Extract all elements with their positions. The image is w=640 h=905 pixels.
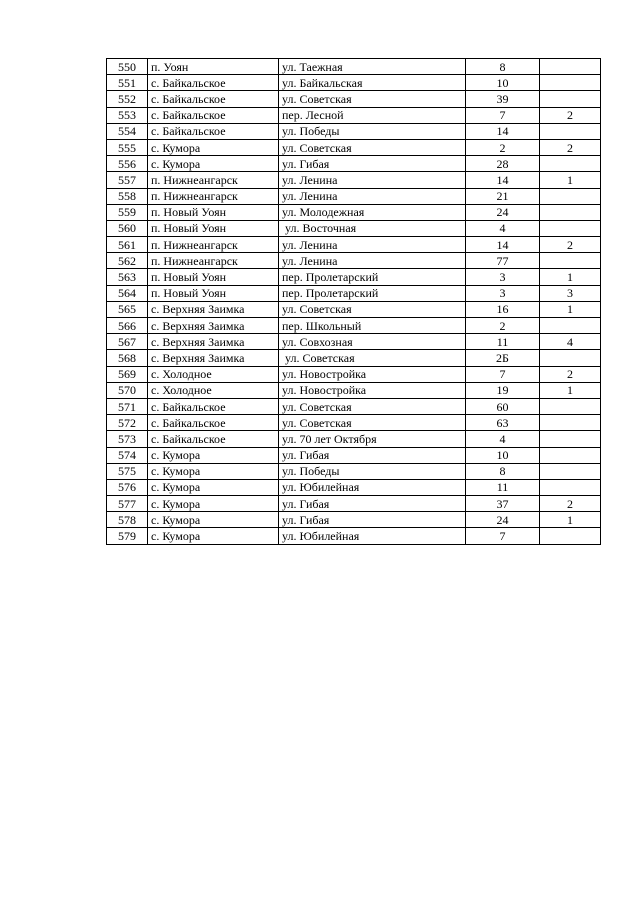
extra-number-cell	[540, 91, 601, 107]
row-number-cell: 550	[107, 59, 148, 75]
extra-number-cell	[540, 156, 601, 172]
house-number-cell: 2Б	[466, 350, 540, 366]
house-number-cell: 39	[466, 91, 540, 107]
street-cell: пер. Пролетарский	[279, 285, 466, 301]
row-number-cell: 575	[107, 463, 148, 479]
row-number-cell: 555	[107, 139, 148, 155]
house-number-cell: 3	[466, 269, 540, 285]
extra-number-cell: 3	[540, 285, 601, 301]
locality-cell: с. Холодное	[148, 366, 279, 382]
extra-number-cell	[540, 75, 601, 91]
table-row	[107, 188, 601, 204]
extra-number-cell	[540, 123, 601, 139]
row-number-cell: 577	[107, 496, 148, 512]
house-number-cell: 24	[466, 204, 540, 220]
street-cell: ул. Победы	[279, 123, 466, 139]
locality-cell: с. Байкальское	[148, 107, 279, 123]
extra-number-cell	[540, 415, 601, 431]
house-number-cell: 77	[466, 253, 540, 269]
house-number-cell: 4	[466, 431, 540, 447]
table-row	[107, 479, 601, 495]
street-cell: пер. Пролетарский	[279, 269, 466, 285]
locality-cell: с. Верхняя Заимка	[148, 334, 279, 350]
row-number-cell: 551	[107, 75, 148, 91]
extra-number-cell: 1	[540, 269, 601, 285]
street-cell: ул. Советская	[279, 301, 466, 317]
extra-number-cell	[540, 398, 601, 414]
house-number-cell: 16	[466, 301, 540, 317]
locality-cell: п. Нижнеангарск	[148, 172, 279, 188]
row-number-cell: 558	[107, 188, 148, 204]
locality-cell: с. Кумора	[148, 496, 279, 512]
table-row	[107, 172, 601, 188]
house-number-cell: 14	[466, 172, 540, 188]
table-row	[107, 204, 601, 220]
extra-number-cell	[540, 431, 601, 447]
extra-number-cell	[540, 59, 601, 75]
table-row	[107, 59, 601, 75]
street-cell: ул. Ленина	[279, 253, 466, 269]
row-number-cell: 552	[107, 91, 148, 107]
house-number-cell: 37	[466, 496, 540, 512]
locality-cell: с. Верхняя Заимка	[148, 301, 279, 317]
locality-cell: с. Байкальское	[148, 398, 279, 414]
extra-number-cell: 2	[540, 139, 601, 155]
street-cell: ул. Победы	[279, 463, 466, 479]
extra-number-cell: 1	[540, 382, 601, 398]
table-row	[107, 107, 601, 123]
street-cell: ул. Советская	[279, 350, 466, 366]
row-number-cell: 568	[107, 350, 148, 366]
extra-number-cell: 4	[540, 334, 601, 350]
house-number-cell: 3	[466, 285, 540, 301]
table-row	[107, 318, 601, 334]
extra-number-cell: 1	[540, 512, 601, 528]
extra-number-cell	[540, 447, 601, 463]
table-row	[107, 334, 601, 350]
row-number-cell: 565	[107, 301, 148, 317]
street-cell: ул. Таежная	[279, 59, 466, 75]
street-cell: ул. 70 лет Октября	[279, 431, 466, 447]
street-cell: пер. Лесной	[279, 107, 466, 123]
house-number-cell: 4	[466, 220, 540, 236]
row-number-cell: 556	[107, 156, 148, 172]
extra-number-cell	[540, 350, 601, 366]
house-number-cell: 8	[466, 463, 540, 479]
street-cell: ул. Ленина	[279, 172, 466, 188]
extra-number-cell	[540, 318, 601, 334]
address-table	[106, 58, 601, 545]
street-cell: ул. Восточная	[279, 220, 466, 236]
locality-cell: с. Кумора	[148, 479, 279, 495]
house-number-cell: 24	[466, 512, 540, 528]
row-number-cell: 573	[107, 431, 148, 447]
street-cell: ул. Совхозная	[279, 334, 466, 350]
locality-cell: с. Кумора	[148, 447, 279, 463]
locality-cell: с. Верхняя Заимка	[148, 318, 279, 334]
row-number-cell: 563	[107, 269, 148, 285]
table-row	[107, 123, 601, 139]
street-cell: ул. Юбилейная	[279, 479, 466, 495]
locality-cell: п. Нижнеангарск	[148, 188, 279, 204]
table-row	[107, 528, 601, 544]
table-row	[107, 366, 601, 382]
extra-number-cell	[540, 220, 601, 236]
street-cell: ул. Ленина	[279, 237, 466, 253]
extra-number-cell	[540, 479, 601, 495]
locality-cell: с. Кумора	[148, 156, 279, 172]
locality-cell: с. Холодное	[148, 382, 279, 398]
locality-cell: с. Кумора	[148, 512, 279, 528]
street-cell: ул. Гибая	[279, 512, 466, 528]
house-number-cell: 14	[466, 123, 540, 139]
row-number-cell: 553	[107, 107, 148, 123]
street-cell: ул. Гибая	[279, 156, 466, 172]
street-cell: ул. Советская	[279, 91, 466, 107]
table-row	[107, 447, 601, 463]
street-cell: ул. Байкальская	[279, 75, 466, 91]
extra-number-cell: 1	[540, 301, 601, 317]
street-cell: ул. Новостройка	[279, 366, 466, 382]
house-number-cell: 63	[466, 415, 540, 431]
locality-cell: п. Нижнеангарск	[148, 237, 279, 253]
house-number-cell: 7	[466, 366, 540, 382]
house-number-cell: 11	[466, 334, 540, 350]
street-cell: ул. Советская	[279, 398, 466, 414]
table-row	[107, 496, 601, 512]
locality-cell: п. Новый Уоян	[148, 204, 279, 220]
house-number-cell: 7	[466, 107, 540, 123]
house-number-cell: 21	[466, 188, 540, 204]
street-cell: ул. Гибая	[279, 496, 466, 512]
row-number-cell: 554	[107, 123, 148, 139]
extra-number-cell	[540, 528, 601, 544]
house-number-cell: 11	[466, 479, 540, 495]
table-row	[107, 75, 601, 91]
locality-cell: с. Байкальское	[148, 431, 279, 447]
locality-cell: п. Новый Уоян	[148, 269, 279, 285]
table-row	[107, 269, 601, 285]
street-cell: ул. Гибая	[279, 447, 466, 463]
street-cell: ул. Молодежная	[279, 204, 466, 220]
locality-cell: с. Кумора	[148, 463, 279, 479]
address-table-body	[107, 59, 601, 545]
row-number-cell: 569	[107, 366, 148, 382]
row-number-cell: 570	[107, 382, 148, 398]
table-row	[107, 285, 601, 301]
row-number-cell: 557	[107, 172, 148, 188]
table-row	[107, 91, 601, 107]
locality-cell: с. Байкальское	[148, 123, 279, 139]
locality-cell: с. Байкальское	[148, 75, 279, 91]
locality-cell: с. Кумора	[148, 528, 279, 544]
table-row	[107, 415, 601, 431]
locality-cell: п. Новый Уоян	[148, 220, 279, 236]
table-row	[107, 398, 601, 414]
house-number-cell: 8	[466, 59, 540, 75]
table-row	[107, 301, 601, 317]
street-cell: ул. Юбилейная	[279, 528, 466, 544]
house-number-cell: 10	[466, 75, 540, 91]
extra-number-cell: 2	[540, 366, 601, 382]
locality-cell: п. Нижнеангарск	[148, 253, 279, 269]
extra-number-cell: 2	[540, 107, 601, 123]
extra-number-cell	[540, 204, 601, 220]
row-number-cell: 560	[107, 220, 148, 236]
house-number-cell: 10	[466, 447, 540, 463]
table-row	[107, 382, 601, 398]
street-cell: ул. Советская	[279, 415, 466, 431]
table-row	[107, 350, 601, 366]
row-number-cell: 579	[107, 528, 148, 544]
street-cell: ул. Советская	[279, 139, 466, 155]
row-number-cell: 571	[107, 398, 148, 414]
house-number-cell: 14	[466, 237, 540, 253]
locality-cell: с. Байкальское	[148, 91, 279, 107]
table-row	[107, 431, 601, 447]
row-number-cell: 576	[107, 479, 148, 495]
row-number-cell: 562	[107, 253, 148, 269]
street-cell: ул. Ленина	[279, 188, 466, 204]
locality-cell: с. Кумора	[148, 139, 279, 155]
row-number-cell: 566	[107, 318, 148, 334]
row-number-cell: 564	[107, 285, 148, 301]
row-number-cell: 561	[107, 237, 148, 253]
house-number-cell: 2	[466, 139, 540, 155]
locality-cell: п. Новый Уоян	[148, 285, 279, 301]
locality-cell: п. Уоян	[148, 59, 279, 75]
locality-cell: с. Байкальское	[148, 415, 279, 431]
extra-number-cell: 1	[540, 172, 601, 188]
street-cell: ул. Новостройка	[279, 382, 466, 398]
row-number-cell: 559	[107, 204, 148, 220]
table-row	[107, 463, 601, 479]
row-number-cell: 574	[107, 447, 148, 463]
table-row	[107, 253, 601, 269]
table-row	[107, 512, 601, 528]
extra-number-cell: 2	[540, 237, 601, 253]
house-number-cell: 60	[466, 398, 540, 414]
table-row	[107, 156, 601, 172]
table-row	[107, 220, 601, 236]
extra-number-cell	[540, 253, 601, 269]
row-number-cell: 567	[107, 334, 148, 350]
row-number-cell: 572	[107, 415, 148, 431]
street-cell: пер. Школьный	[279, 318, 466, 334]
table-row	[107, 237, 601, 253]
table-row	[107, 139, 601, 155]
locality-cell: с. Верхняя Заимка	[148, 350, 279, 366]
row-number-cell: 578	[107, 512, 148, 528]
house-number-cell: 19	[466, 382, 540, 398]
house-number-cell: 28	[466, 156, 540, 172]
extra-number-cell: 2	[540, 496, 601, 512]
house-number-cell: 7	[466, 528, 540, 544]
extra-number-cell	[540, 188, 601, 204]
extra-number-cell	[540, 463, 601, 479]
house-number-cell: 2	[466, 318, 540, 334]
